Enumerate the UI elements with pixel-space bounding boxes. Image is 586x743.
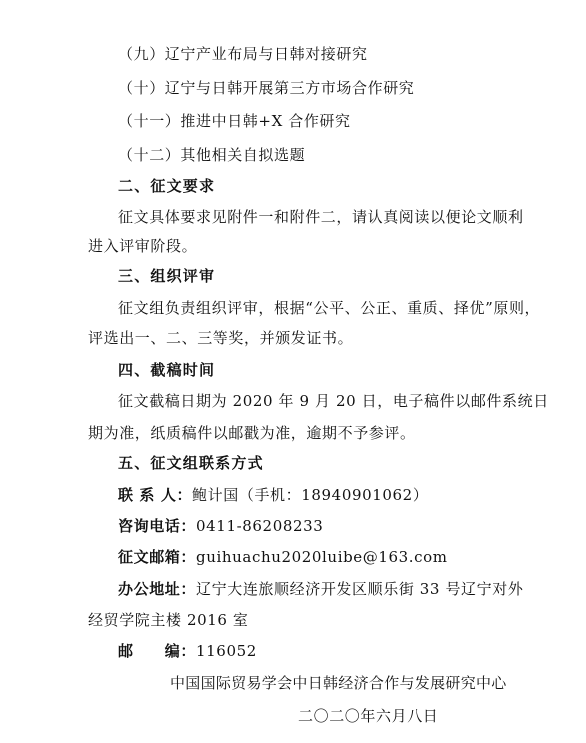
deadline-paragraph-line-2: 期为准，纸质稿件以邮戳为准，逾期不予参评。: [88, 424, 416, 442]
postcode-value: 116052: [196, 642, 257, 660]
section-heading-review: 三、组织评审: [118, 267, 216, 285]
phone-row: [118, 516, 323, 536]
email-row: [118, 547, 448, 567]
deadline-paragraph-line-1: 征文截稿日期为 2020 年 9 月 20 日，电子稿件以邮件系统日: [118, 392, 549, 410]
phone-value: 0411-86208233: [196, 517, 324, 535]
address-value-line-1: 辽宁大连旅顺经济开发区顺乐街 33 号辽宁对外: [196, 580, 524, 598]
signature-organization: 中国国际贸易学会中日韩经济合作与发展研究中心: [170, 674, 507, 692]
email-label: 征文邮箱：: [118, 548, 197, 566]
signature-date: 二〇二〇年六月八日: [298, 707, 439, 725]
phone-label: 咨询电话：: [118, 517, 197, 535]
requirements-paragraph-line-1: 征文具体要求见附件一和附件二，请认真阅读以便论文顺利: [118, 208, 524, 226]
address-label: 办公地址：: [118, 580, 197, 598]
contact-person-row: [118, 485, 428, 505]
postcode-label: 邮 编：: [118, 642, 197, 660]
review-paragraph-line-1: 征文组负责组织评审，根据“公平、公正、重质、择优”原则，: [118, 299, 541, 317]
section-heading-requirements: 二、征文要求: [118, 177, 216, 195]
requirements-paragraph-line-2: 进入评审阶段。: [88, 237, 198, 255]
topic-item-12: （十二）其他相关自拟选题: [118, 146, 306, 164]
review-paragraph-line-2: 评选出一、二、三等奖，并颁发证书。: [88, 329, 354, 347]
section-heading-contact: 五、征文组联系方式: [118, 454, 264, 472]
address-value-line-2: 经贸学院主楼 2016 室: [88, 611, 249, 629]
contact-person-label: 联 系 人：: [118, 486, 193, 504]
section-heading-deadline: 四、截稿时间: [118, 361, 216, 379]
topic-item-9: （九）辽宁产业布局与日韩对接研究: [118, 45, 368, 63]
topic-item-10: （十）辽宁与日韩开展第三方市场合作研究: [118, 79, 415, 97]
postcode-row: [118, 641, 257, 661]
address-row: [118, 579, 523, 599]
topic-item-11: （十一）推进中日韩+X 合作研究: [118, 112, 351, 130]
email-value: guihuachu2020luibe@163.com: [196, 548, 448, 566]
contact-person-value: 鲍计国（手机：18940901062）: [192, 486, 429, 504]
